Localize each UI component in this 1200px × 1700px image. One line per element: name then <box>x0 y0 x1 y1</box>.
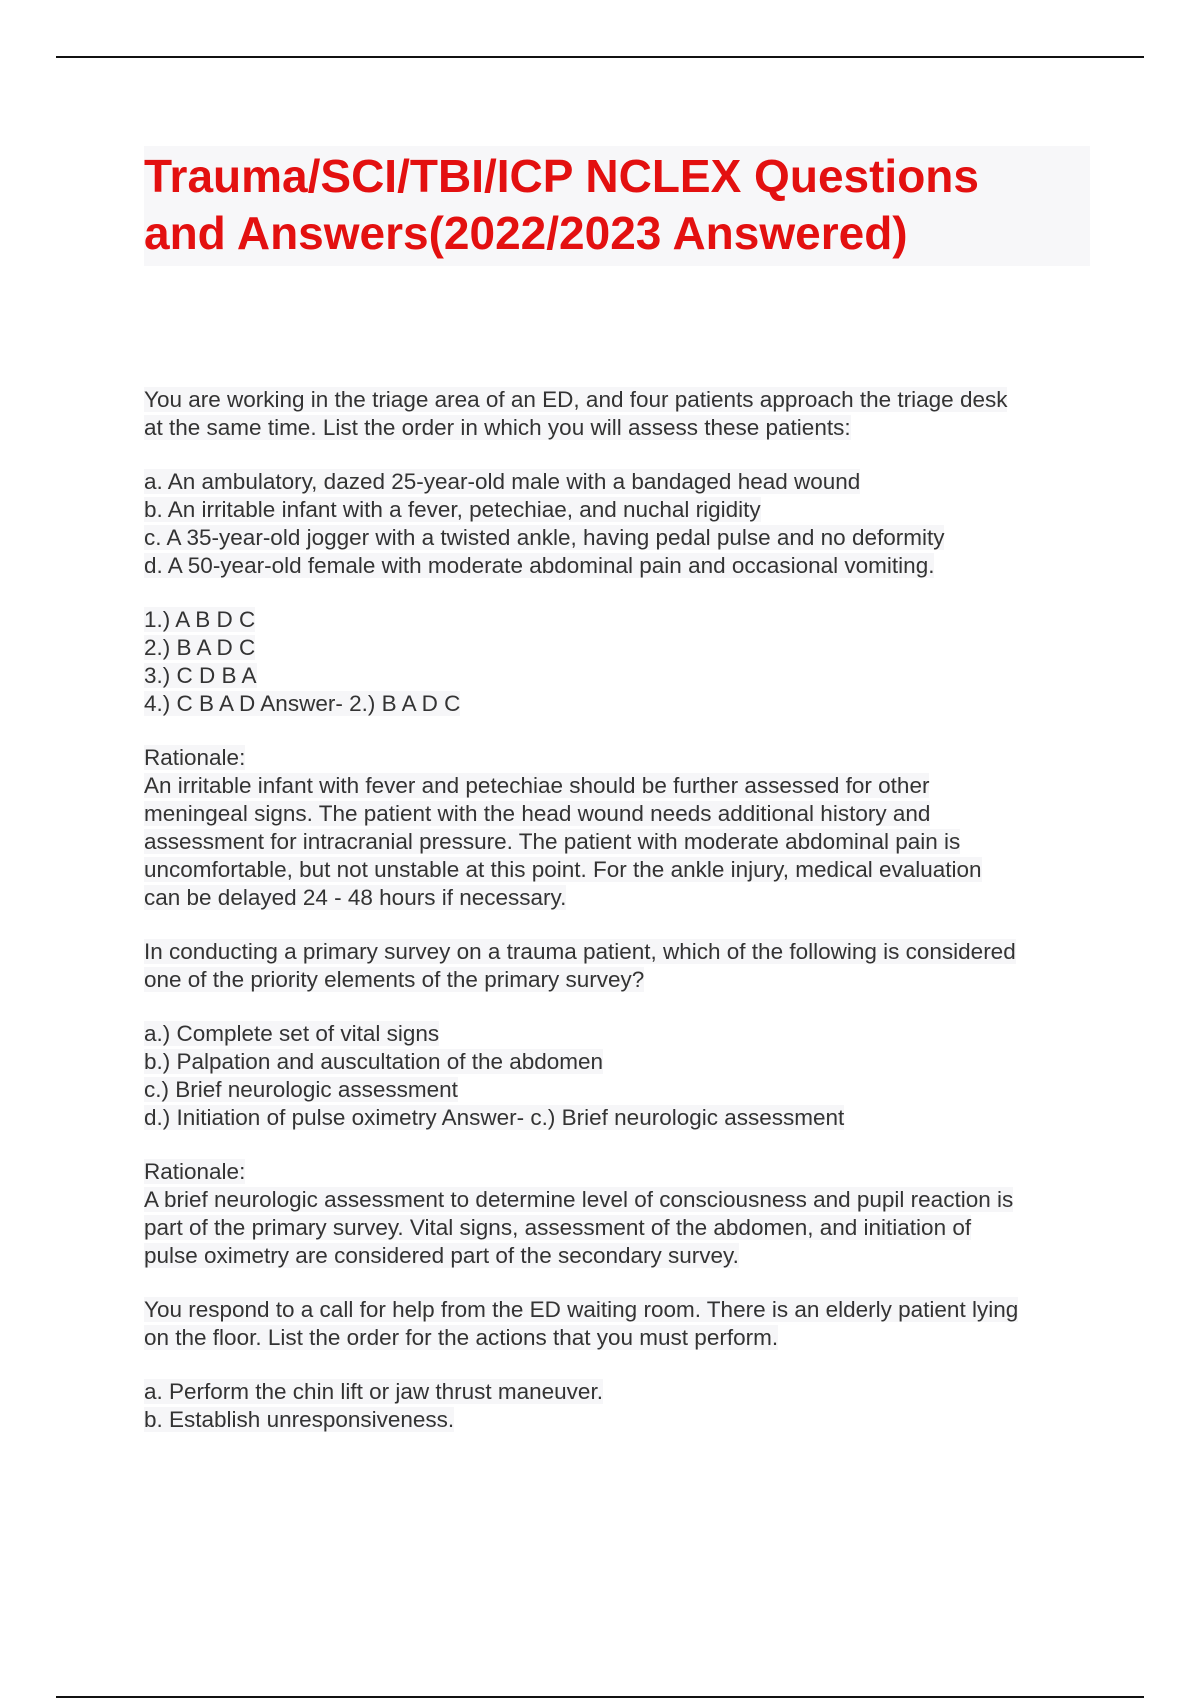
answer-option: c.) Brief neurologic assessment <box>144 1077 458 1102</box>
bottom-rule <box>56 1696 1144 1698</box>
list-item: a. An ambulatory, dazed 25-year-old male with a bandaged head wound <box>144 469 861 494</box>
q2-rationale: Rationale: A brief neurologic assessment to determine level of consciousness and pupil reaction is part of the primary survey. Vital signs, assessment of the abdomen, and initiation of pulse oximetry are considered part of the secondary survey. <box>144 1159 1014 1268</box>
answer-option: 4.) C B A D Answer- 2.) B A D C <box>144 691 461 716</box>
list-item: b. Establish unresponsiveness. <box>144 1407 455 1432</box>
answer-option: 1.) A B D C <box>144 607 256 632</box>
list-item: a. Perform the chin lift or jaw thrust maneuver. <box>144 1379 603 1404</box>
title-line: Trauma/SCI/TBI/ICP NCLEX Questions <box>144 150 979 202</box>
answer-option: 2.) B A D C <box>144 635 256 660</box>
q3-items <box>144 1378 1090 1434</box>
rationale-label: Rationale: <box>144 1159 246 1184</box>
answer-option: a.) Complete set of vital signs <box>144 1021 440 1046</box>
top-rule <box>56 56 1144 58</box>
q1-items <box>144 468 1090 580</box>
q2-prompt: In conducting a primary survey on a trauma patient, which of the following is considered one of the priority elements of the primary survey? <box>144 939 1016 992</box>
title-line: and Answers(2022/2023 Answered) <box>144 207 908 259</box>
q1-options <box>144 606 1090 718</box>
answer-option: 3.) C D B A <box>144 663 257 688</box>
q3-prompt: You respond to a call for help from the ED waiting room. There is an elderly patient lying on the floor. List the order for the actions that you must perform. <box>144 1297 1019 1350</box>
list-item: d. A 50-year-old female with moderate abdominal pain and occasional vomiting. <box>144 553 935 578</box>
list-item: c. A 35-year-old jogger with a twisted ankle, having pedal pulse and no deformity <box>144 525 945 550</box>
q2-options <box>144 1020 1090 1132</box>
question-1 <box>144 386 1090 912</box>
question-3 <box>144 1296 1090 1434</box>
question-2 <box>144 938 1090 1270</box>
document-title <box>144 146 1090 266</box>
answer-option: d.) Initiation of pulse oximetry Answer- c.) Brief neurologic assessment <box>144 1105 845 1130</box>
q1-rationale: Rationale: An irritable infant with fever and petechiae should be further assessed for other meningeal signs. The patient with the head wound needs additional history and assessment for intracranial pressure. The patient with moderate abdominal pain is uncomfortable, but not unstable at this point. For the ankle injury, medical evaluation can be delayed 24 - 48 hours if necessary. <box>144 745 982 910</box>
document-body <box>144 146 1090 1434</box>
list-item: b. An irritable infant with a fever, petechiae, and nuchal rigidity <box>144 497 761 522</box>
rationale-label: Rationale: <box>144 745 246 770</box>
answer-option: b.) Palpation and auscultation of the abdomen <box>144 1049 604 1074</box>
q1-prompt: You are working in the triage area of an ED, and four patients approach the triage desk at the same time. List the order in which you will assess these patients: <box>144 387 1008 440</box>
